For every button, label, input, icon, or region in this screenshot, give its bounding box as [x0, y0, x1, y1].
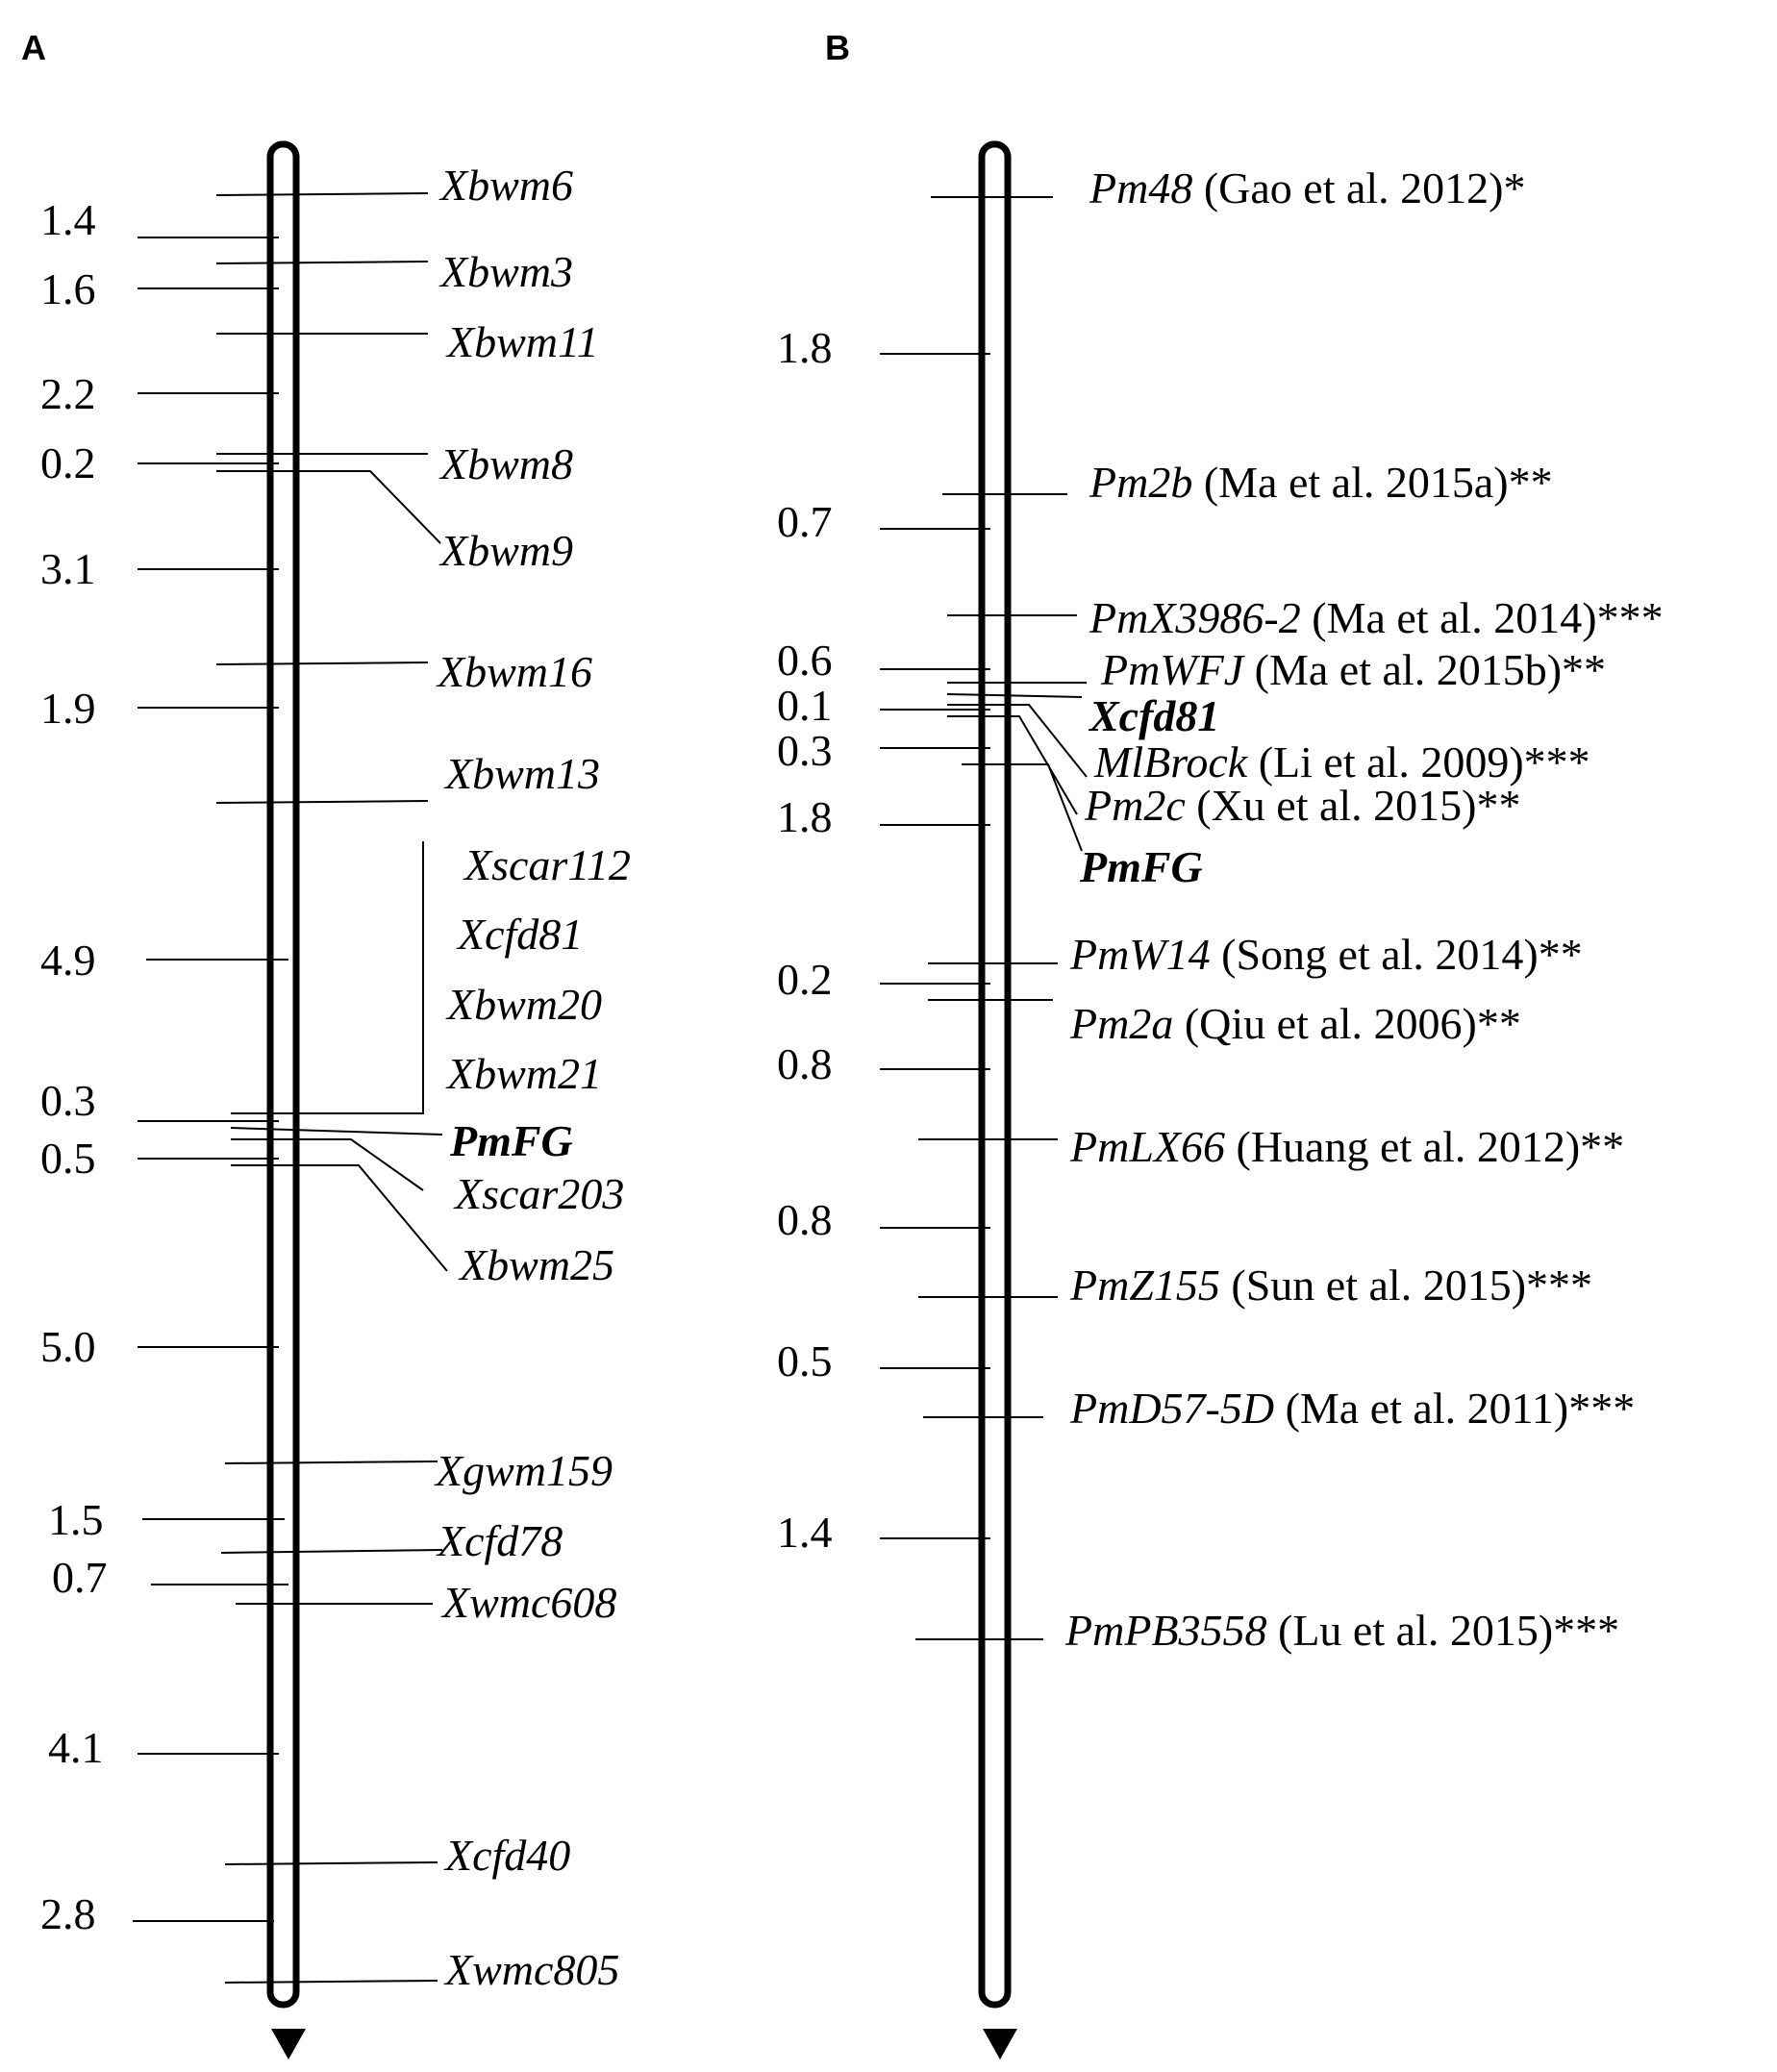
gene-label: [1069, 930, 1583, 979]
chromosome-map-a: [40, 144, 631, 2060]
marker-label: Xbwm8: [440, 439, 573, 488]
gene-label: [1093, 737, 1590, 786]
marker-label: Xgwm159: [436, 1446, 613, 1495]
gene-name: PmW14: [1070, 930, 1211, 979]
marker-label: Xcfd81: [458, 910, 584, 959]
chromosome-map-b: [777, 144, 1664, 2060]
gene-reference: (Ma et al. 2015a)**: [1192, 458, 1553, 507]
gene-reference: (Xu et al. 2015)**: [1185, 781, 1521, 830]
gene-name: Pm48: [1089, 163, 1193, 212]
marker-label: Xbwm6: [440, 161, 573, 210]
marker-label: Xscar112: [464, 840, 631, 889]
gene-name: MlBrock: [1094, 737, 1248, 786]
chromosome-arrow-b: [983, 2029, 1017, 2060]
marker-label: Xbwm9: [440, 526, 573, 575]
gene-name: Pm2a: [1070, 999, 1174, 1048]
gene-name: Pm2c: [1085, 781, 1186, 830]
marker-line: [231, 1128, 442, 1135]
gene-line: [947, 694, 1082, 697]
gene-name: PmWFJ: [1101, 645, 1244, 694]
marker-label: Xbwm25: [460, 1240, 614, 1289]
distance-label: 0.8: [777, 1039, 833, 1088]
distance-label: 3.1: [40, 544, 96, 593]
marker-line: [225, 1461, 438, 1463]
distance-label: 0.5: [777, 1336, 833, 1385]
marker-label: Xbwm20: [447, 980, 602, 1029]
chromosome-arrow-a: [271, 2029, 306, 2060]
gene-label: [1069, 1261, 1592, 1310]
distance-label: 1.8: [777, 792, 833, 841]
gene-name: PmZ155: [1070, 1261, 1220, 1310]
gene-label-marker: Xcfd81: [1089, 691, 1220, 740]
marker-label: Xbwm16: [438, 647, 592, 696]
gene-label-target: PmFG: [1080, 842, 1203, 891]
gene-label: [1069, 1122, 1624, 1171]
gene-name: PmD57-5D: [1070, 1384, 1275, 1433]
distance-label: 1.4: [777, 1508, 833, 1557]
marker-line: [231, 1165, 447, 1271]
chromosome-bar-b: [982, 144, 1008, 2005]
distance-label: 4.9: [40, 936, 96, 985]
distance-label: 0.2: [40, 438, 96, 487]
distance-label: 1.5: [48, 1495, 104, 1544]
gene-label: [1069, 999, 1521, 1048]
marker-label: Xbwm13: [445, 749, 600, 798]
distance-label: 0.2: [777, 955, 833, 1004]
distance-label: 0.7: [777, 497, 833, 546]
gene-name: PmLX66: [1070, 1122, 1225, 1171]
marker-label: Xbwm3: [440, 247, 573, 296]
gene-reference: (Song et al. 2014)**: [1210, 930, 1583, 979]
marker-label-target-gene: PmFG: [450, 1116, 573, 1165]
marker-label: Xcfd78: [438, 1516, 563, 1565]
marker-label: Xscar203: [455, 1169, 625, 1218]
gene-reference: (Gao et al. 2012)*: [1192, 163, 1526, 212]
gene-label: [1100, 645, 1606, 694]
marker-bracket-line: [231, 841, 423, 1113]
marker-label: Xwmc805: [445, 1945, 620, 1994]
gene-reference: (Qiu et al. 2006)**: [1173, 999, 1521, 1048]
distance-label: 0.6: [777, 636, 833, 685]
marker-line: [216, 262, 428, 263]
distance-label: 2.8: [40, 1889, 96, 1938]
distance-label: 1.4: [40, 195, 96, 244]
marker-line: [216, 193, 428, 195]
distance-label: 0.8: [777, 1195, 833, 1244]
gene-reference: (Li et al. 2009)***: [1247, 737, 1590, 786]
chromosome-bar-a: [270, 144, 296, 2005]
gene-label: [1089, 163, 1526, 212]
panel-label-a: A: [21, 28, 46, 67]
gene-reference: (Sun et al. 2015)***: [1219, 1261, 1593, 1310]
distance-label: 4.1: [48, 1723, 104, 1772]
marker-label: Xcfd40: [445, 1831, 571, 1880]
marker-line: [216, 662, 428, 664]
gene-reference: (Ma et al. 2011)***: [1274, 1384, 1636, 1433]
gene-reference: (Ma et al. 2015b)**: [1243, 645, 1607, 694]
distance-label: 1.9: [40, 684, 96, 733]
gene-label: [1084, 781, 1521, 830]
marker-label: Xwmc608: [442, 1578, 617, 1627]
marker-line: [216, 801, 428, 803]
marker-line: [225, 1981, 438, 1983]
gene-label: [1089, 458, 1553, 507]
distance-label: 1.6: [40, 264, 96, 313]
gene-reference: (Ma et al. 2014)***: [1300, 593, 1664, 642]
marker-line: [225, 1862, 438, 1864]
marker-label: Xbwm11: [447, 317, 599, 366]
gene-name: PmPB3558: [1065, 1606, 1267, 1655]
distance-label: 0.1: [777, 681, 833, 730]
distance-label: 0.3: [40, 1076, 96, 1125]
marker-line: [221, 1550, 442, 1553]
gene-label: [1064, 1606, 1619, 1655]
gene-name: Pm2b: [1089, 458, 1193, 507]
distance-label: 0.7: [52, 1553, 108, 1602]
distance-label: 0.3: [777, 726, 833, 775]
distance-label: 2.2: [40, 369, 96, 418]
marker-line: [216, 471, 440, 543]
distance-label: 0.5: [40, 1134, 96, 1183]
marker-label: Xbwm21: [447, 1049, 602, 1098]
distance-label: 5.0: [40, 1322, 96, 1371]
gene-reference: (Huang et al. 2012)**: [1225, 1122, 1625, 1171]
gene-name: PmX3986-2: [1089, 593, 1301, 642]
distance-label: 1.8: [777, 323, 833, 372]
gene-reference: (Lu et al. 2015)***: [1266, 1606, 1620, 1655]
gene-label: [1089, 593, 1664, 642]
gene-label: [1069, 1384, 1635, 1433]
panel-label-b: B: [825, 28, 850, 67]
